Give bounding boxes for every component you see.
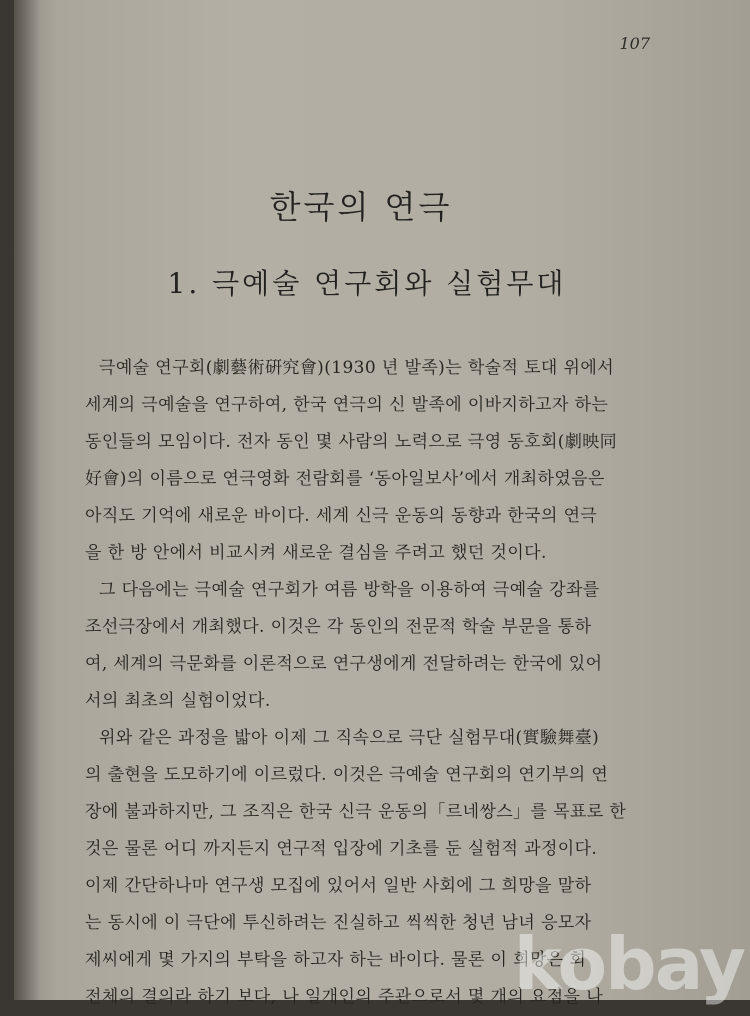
section-title: 1. 극예술 연구회와 실험무대 <box>167 267 567 300</box>
text-line: 극예술 연구회(劇藝術硏究會)(1930 년 발족)는 학술적 토대 위에서 <box>99 358 615 378</box>
text-line: 위와 같은 과정을 밟아 이제 그 직속으로 극단 실험무대(實驗舞臺) <box>99 728 600 748</box>
text-line: 아직도 기억에 새로운 바이다. 세계 신극 운동의 동향과 한국의 연극 <box>85 506 598 526</box>
text-line: 세계의 극예술을 연구하여, 한국 연극의 신 발족에 이바지하고자 하는 <box>85 395 609 415</box>
text-line: 것은 물론 어디 까지든지 연구적 입장에 기초를 둔 실험적 과정이다. <box>85 839 598 859</box>
text-line: 전체의 결의라 하기 보다, 나 일개인의 주관으로서 몇 개의 요점을 나 <box>85 987 604 1007</box>
text-line: 는 동시에 이 극단에 투신하려는 진실하고 씩씩한 청년 남녀 응모자 <box>85 913 592 933</box>
text-line: 을 한 방 안에서 비교시켜 새로운 결심을 주려고 했던 것이다. <box>85 543 547 563</box>
text-line: 여, 세계의 극문화를 이론적으로 연구생에게 전달하려는 한국에 있어 <box>85 654 603 674</box>
text-line: 이제 간단하나마 연구생 모집에 있어서 일반 사회에 그 희망을 말하 <box>85 876 592 896</box>
body-text <box>85 350 685 1016</box>
text-line: 장에 불과하지만, 그 조직은 한국 신극 운동의「르네쌍스」를 목표로 한 <box>85 802 627 822</box>
page-gutter-shadow <box>14 0 40 1000</box>
page-number: 107 <box>619 34 650 53</box>
watermark-logo: kobay <box>513 922 744 1006</box>
text-line: 제씨에게 몇 가지의 부탁을 하고자 하는 바이다. 물론 이 희망은 회 <box>85 950 587 970</box>
text-line: 서의 최초의 실험이었다. <box>85 691 271 711</box>
text-line: 好會)의 이름으로 연극영화 전람회를 ‘동아일보사’에서 개최하였음은 <box>85 469 605 489</box>
text-line: 조선극장에서 개최했다. 이것은 각 동인의 전문적 학술 부문을 통하 <box>85 617 592 637</box>
text-line: 동인들의 모임이다. 전자 동인 몇 사람의 노력으로 극영 동호회(劇映同 <box>85 432 618 452</box>
text-line: 그 다음에는 극예술 연구회가 여름 방학을 이용하여 극예술 강좌를 <box>99 580 600 600</box>
chapter-title: 한국의 연극 <box>269 188 453 226</box>
text-line: 의 출현을 도모하기에 이르렀다. 이것은 극예술 연구회의 연기부의 연 <box>85 765 609 785</box>
